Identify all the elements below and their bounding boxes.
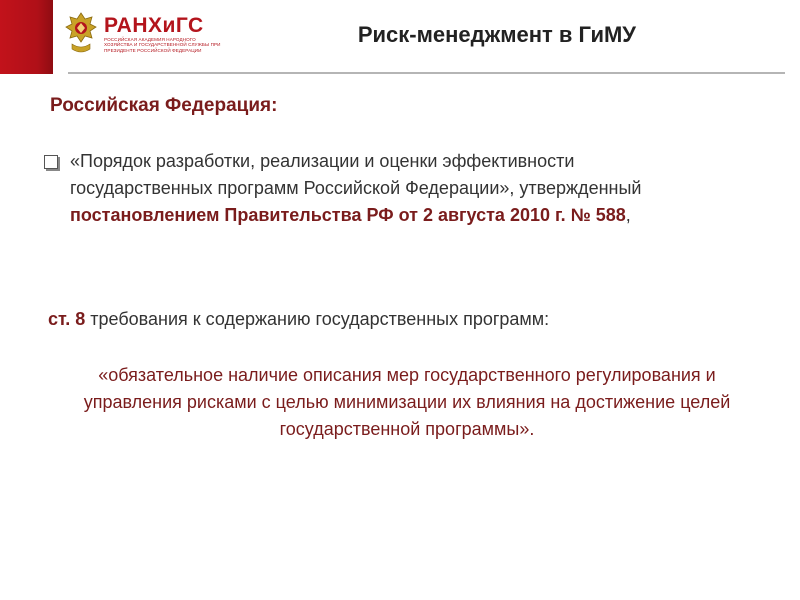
logo-text-block <box>104 15 224 53</box>
section-heading: Российская Федерация: <box>50 95 278 116</box>
page-title: Риск-менеджмент в ГиМУ <box>357 22 636 47</box>
bullet-text-after: , <box>625 205 631 225</box>
checkbox-bullet-icon <box>44 155 58 169</box>
quoted-requirement: «обязательное наличие описания мер государственного регулирования и управления рисками с целью минимизации их влияния на достижение целей государственной программы». <box>83 365 731 439</box>
ranepa-eagle-emblem-icon <box>64 11 98 57</box>
logo-subtitle: РОССИЙСКАЯ АКАДЕМИЯ НАРОДНОГО ХОЗЯЙСТВА И ГОСУДАРСТВЕННОЙ СЛУЖБЫ ПРИ ПРЕЗИДЕНТЕ РОССИЙСКОЙ ФЕДЕРАЦИИ <box>104 37 221 53</box>
bullet-item <box>44 148 724 229</box>
header-accent-bar <box>0 0 53 74</box>
ranepa-logo <box>64 10 224 58</box>
article-text: требования к содержанию государственных программ: <box>85 309 550 329</box>
article-number: ст. 8 <box>48 309 86 329</box>
document-reference: постановлением Правительства РФ от 2 августа 2010 г. № 588 <box>70 205 626 225</box>
logo-name: РАНХиГС <box>104 14 204 38</box>
header-divider <box>68 72 785 74</box>
article-line <box>48 309 549 330</box>
bullet-text-before: «Порядок разработки, реализации и оценки эффективности государственных программ Российской Федерации», утвержденный <box>70 151 642 198</box>
bullet-text <box>70 148 710 229</box>
